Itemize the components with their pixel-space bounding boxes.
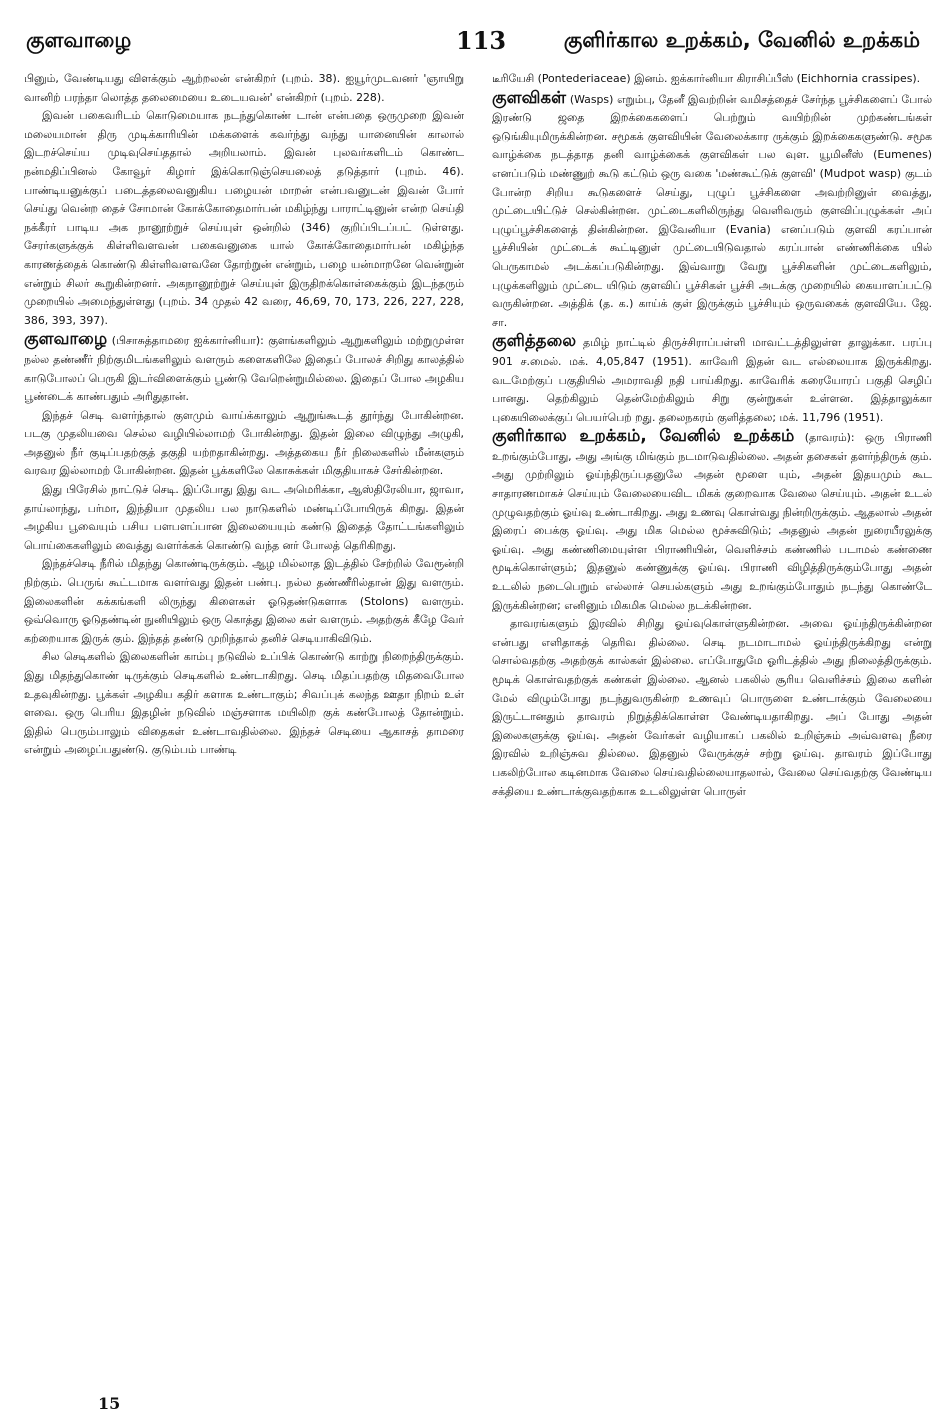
body-paragraph — [24, 70, 464, 107]
page-footer-number: 15 — [98, 1394, 121, 1413]
page-header — [26, 28, 920, 62]
body-paragraph — [492, 615, 932, 801]
running-head-right: குளிர்கால உறக்கம், வேனில் உறக்கம் — [563, 28, 920, 52]
body-paragraph — [24, 107, 464, 330]
paragraph-text: இவன் பகைவரிடம் கொடுமையாக நடந்துகொண் டான் என்பதை ஒருமுறை இவன் மலையமான் திரு முடிக்காரியின் மக்களைக் கவர்ந்து வந்து யானையின் காலால் இடறச்செய்ய முடிவுசெய்ததால் அறியலாம். இவன் புலவர்களிடம் கொண்ட நன்மதிப்பினல் கோவூர் கிழார் இக்கொடுஞ்செயலைத் தடுத்தார் (புறம். 46). பாண்டியனுக்குப் படைத்தலைவனுகிய பழையன் மாறன் என்பவனுடன் இவன் போர் செய்து வென்ற தைச் சோமான் கோக்கோதைமார்பன் மகிழ்ந்து பாராட்டினுன் என்ற செய்தி நக்கீரர் பாடிய அக நானூற்றுச் செய்யுள் ஒன்றில் (346) குறிப்பிடப்பட் டுள்ளது. சேரர்களுக்குக் கிள்ளிவளவன் பகைவனுகை யால் கோக்கோதைமார்பன் மகிழ்ந்த காரணத்தைக் கொண்டு கிள்ளிவளவனே தோற்றுன் என்றும், பழை யன்மாறனே வென்றுன் என்றும் சிலர் கூறுகின்றனர். அகநானூற்றுச் செய்யுள் இருதிறக்கொள்கைக்கும் இடந்தரும் முறையில் அமைந்துள்ளது (புறம். 34 முதல் 42 வரை, 46,69, 70, 173, 226, 227, 228, 386, 393, 397). — [24, 109, 464, 327]
paragraph-text: சில செடிகளில் இலைகளின் காம்பு நடுவில் உப்பிக் கொண்டு காற்று நிறைந்திருக்கும். இது மிதந்துகொண் டிருக்கும் செடிகளில் உண்டாகிறது. செடி மிதப்பதற்கு மிதவைபோல உதவுகின்றது. பூக்கள் அழகிய கதிர் களாக உண்டாகும்; சிவப்புக் கலந்த ஊதா நிறம் உள் ளவை. ஒரு பெரிய இதழின் நடுவில் மஞ்சளாக மயிலிற குக் கண்போலத் தோன்றும். இதில் பெரும்பாலும் விதைகள் உண்டாவதில்லை. இந்தச் செடியை ஆகாசத் தாமரை என்றும் அழைப்பதுண்டு. குடும்பம் பாண்டி — [24, 650, 464, 757]
entry-heading: குளவிகள் — [492, 87, 567, 107]
entry-heading: குளித்தலை — [492, 331, 577, 351]
body-paragraph — [24, 648, 464, 760]
entry-heading: குளவாழை — [24, 329, 108, 349]
paragraph-text: இந்தச் செடி வளர்ந்தால் குளமும் வாய்க்காலும் ஆறுங்கூடத் தூர்ந்து போகின்றன. படகு முதலியவை செல்ல வழியில்லாமற் போகின்றது. இதன் இலை விழுந்து அழுகி, அதனுல் நீர் குடிப்பதற்குத் தகுதி யற்றதாகின்றது. அத்தகைய நீர் நிலைகளில் மீன்களும் வரவர இல்லாமற் போகின்றன. இதன் பூக்களிலே கொசுக்கள் மிகுதியாகச் சேர்கின்றன. — [24, 408, 464, 478]
paragraph-text: (பிசாசுத்தாமரை ஐக்கார்னியா): குளங்களிலும் ஆறுகளிலும் மற்றுமுள்ள நல்ல தண்ணீர் நிற்குமிடங்களிலும் வளரும் களைகளிலே இதைப் போலச் சிறிது காலத்தில் காடுபோலப் பெருகி இடர்விளைக்கும் பூண்டு வேறென்றுமில்லை. இதைப் போல அழகிய பூண்டைக் காண்பதும் அரிதுதான். — [24, 334, 464, 404]
paragraph-text: பினும், வேண்டியது விளக்கும் ஆற்றலன் என்கிறர் (புறம். 38). ஐயூர்முடவனர் 'ஞாயிறு வானிற் பரந்தா லொத்த தலைமையை உடையவன்' என்கிறர் (புறம். 228). — [24, 72, 464, 104]
body-paragraph — [24, 555, 464, 648]
paragraph-text: டீரியேசி (Pontederiaceae) இனம். ஐக்கார்னியா கிராசிப்பீஸ் (Eichhornia crassipes). — [492, 72, 921, 85]
page-number: 113 — [456, 26, 507, 55]
paragraph-text: (தாவரம்): ஒரு பிராணி உறங்கும்போது, அது அங்கு மிங்கும் நடமாடுவதில்லை. அதன் தசைகள் தளர்ந்திருக் கும். அது முற்றிலும் ஓய்ந்திருப்பதனுலே அதன் மூளை யும், அதன் இதயமும் கூட சாதாரணமாகச் செய்யும் வேலையைவிட மிகக் குறைவாக வேலை செய்யும். அதன் உடல் முழுவதற்கும் ஓய்வு உண்டாகிறது. அது உணவு கொள்வது நின்றிருக்கும். ஆதலால் அதன் இரைப் பைக்கு ஓய்வு. அது மிக மெல்ல மூச்சுவிடும்; அதனுல் அதன் நுரையீரலுக்கு ஓய்வு. அது கண்ணிமையுள்ள பிராணியின், வெளிச்சம் கண்ணில் படாமல் கண்ணை மூடிக்கொள்ளும்; இதனுல் கண்ணுக்கு ஓய்வு. பிராணி விழித்திருக்கும்போது அதன் உடலில் நடைபெறும் எல்லாச் செயல்களும் அது உறங்கும்போதும் நடந்து கொண்டே இருக்கின்றன; எனினும் மிகமிக மெல்ல நடக்கின்றன. — [492, 431, 932, 612]
entry-heading: குளிர்கால உறக்கம், வேனில் உறக்கம் — [492, 426, 795, 446]
paragraph-text: இந்தச்செடி நீரில் மிதந்து கொண்டிருக்கும். ஆழ மில்லாத இடத்தில் சேற்றில் வேரூன்றி நிற்கும். பெருங் கூட்டமாக வளர்வது இதன் பண்பு. நல்ல தண்ணீரில்தான் இது வளரும். இலைகளின் கக்கங்களி லிருந்து கிளைகள் ஓடுதண்டுகளாக (Stolons) வளரும். ஒவ்வொரு ஓடுதண்டின் நுனியிலும் ஒரு கொத்து இலை கள் வளரும். அதற்குக் கீழே வேர் கற்றையாக இருக் கும். இந்தத் தண்டு முறிந்தால் தனிச் செடியாகிவிடும். — [24, 557, 464, 645]
paragraph-text: இது பிரேசில் நாட்டுச் செடி. இப்போது இது வட அமெரிக்கா, ஆஸ்திரேலியா, ஜாவா, தாய்லாந்து, பர்மா, இந்தியா முதலிய பல நாடுகளில் மண்டிப்போயிருக் கிறது. இதன் அழகிய பூவையும் பசிய பளபளப்பான இலையையும் கண்டு இதைத் தோட்டங்களிலும் பொய்கைகளிலும் வைத்து வளர்க்கக் கொண்டு வந்த னர் போலத் தெரிகிறது. — [24, 483, 464, 552]
right-column — [492, 70, 932, 1370]
paragraph-text: தமிழ் நாட்டில் திருச்சிராப்பள்ளி மாவட்டத்திலுள்ள தாலுக்கா. பரப்பு 901 ச.மைல். மக். 4,05,847 (1951). காவேரி இதன் வட எல்லையாக இருக்கிறது. வடமேற்குப் பகுதியில் அமராவதி நதி பாய்கிறது. காவேரிக் கரையோரப் பகுதி செழிப் பானது. தெற்கிலும் தென்மேற்கிலும் சிறு குன்றுகள் உள்ளன. இத்தாலுக்கா புகையிலைக்குப் பெயர்பெற் றது. தலைநகரம் குளித்தலை; மக். 11,796 (1951). — [492, 336, 932, 424]
running-head-left: குளவாழை — [26, 28, 132, 52]
body-paragraph — [24, 407, 464, 481]
paragraph-text: தாவரங்களும் இரவில் சிறிது ஓய்வுகொள்ளுகின்றன. அவை ஓய்ந்திருக்கின்றன என்பது எளிதாகத் தெரிவ தில்லை. செடி நடமாடாமல் ஓய்ந்திருக்கிறது என்று சொல்வதற்கு அதற்குக் கால்கள் இல்லை. எப்போதுமே ஓரிடத்தில் அது நிலைத்திருக்கும். மூடிக் கொள்வதற்குக் கண்கள் இல்லை. ஆனல் பகலில் சூரிய வெளிச்சம் இலை களின் மேல் விழும்போது நடந்துவருகின்ற உணவுப் பொருளை உண்டாக்கும் வேலையை இருட்டானதும் தாவரம் நிறுத்திக்கொள்ள வேண்டியதாகிறது. அப் போது அதன் இலைகளுக்கு ஓய்வு. அதன் வேர்கள் வழியாகப் பகலில் உறிஞ்சும் அவ்வளவு நீரை இரவில் உறிஞ்சுவ தில்லை. இதனுல் வேருக்குச் சற்று ஓய்வு. தாவரம் இப்போது பகலிற்போல கடினமாக வேலை செய்வதில்லையாதலால், வேலை செய்வதற்கு வேண்டிய சக்தியை உண்டாக்குவதற்காக உடலிலுள்ள பொருள் — [492, 617, 932, 798]
entry-paragraph — [492, 427, 932, 615]
body-paragraph — [24, 481, 464, 555]
entry-paragraph — [492, 332, 932, 427]
entry-paragraph — [492, 89, 932, 333]
left-column — [24, 70, 464, 1370]
paragraph-text: (Wasps) எறும்பு, தேனீ இவற்றின் வமிசத்தைச் சேர்ந்த பூச்சிகளைப் போல் இரண்டு ஜதை இறக்கைகளைப் பெற்றும் வயிற்றின் முற்கண்டங்கள் ஒடுங்கியுமிருக்கின்றன. சமூகக் குளவியின் வேலைக்கார ருக்கும் இறக்கைகளுண்டு. சமூக வாழ்க்கை நடத்தாத தனி வாழ்க்கைக் குளவிகள் பல வுள. யூமினீஸ் (Eumenes) எனப்படும் மண்ணுற் கூடு கட்டும் ஒரு வகை 'மண்கூட்டுக் குளவி' (Mudpot wasp) குடம் போன்ற சிறிய கூடுகளைச் செய்து, புழுப் பூச்சிகளை அவற்றினுள் வைத்து, முட்டையிட்டுச் செல்கின்றன. முட்டைகளிலிருந்து வெளிவரும் குளவிப்புழுக்கள் அப் புழுப்பூச்சிகளைத் தின்கின்றன. இவேனியா (Evania) எனப்படும் குளவி கரப்பான் பூச்சியின் முட்டைக் கூட்டினுள் முட்டையிடுவதால் கரப்பான் எண்ணிக்கை யில் பெருகாமல் அடக்கப்படுகின்றது. இவ்வாறு வேறு பூச்சிகளின் முட்டைகளிலும், புழுக்களிலும் முட்டை யிடும் குளவிப் பூச்சிகள் பூச்சி அடக்கு முறையில் கையாளப்பட்டு வருகின்றன. அத்திக் (த. க.) காய்க் குள் இருக்கும் பூச்சியும் ஒருவகைக் குளவியே. ஜே. சா. — [492, 92, 932, 329]
body-paragraph — [492, 70, 932, 89]
entry-paragraph — [24, 330, 464, 406]
